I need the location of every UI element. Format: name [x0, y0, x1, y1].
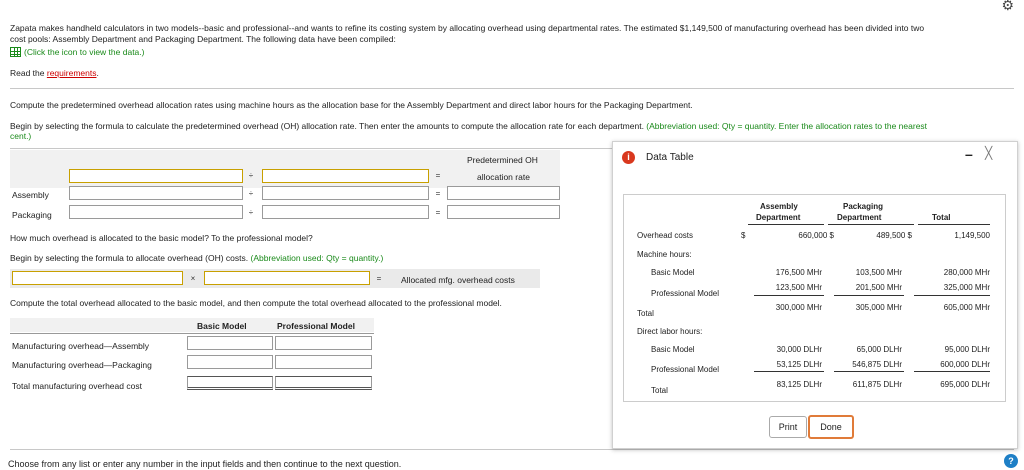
equals-operator: =: [435, 171, 441, 180]
packaging-rate-input[interactable]: [447, 205, 560, 219]
mh-total-label: Total: [637, 309, 654, 318]
dl-basic-total: 95,000 DLHr: [944, 345, 990, 354]
q2-question: How much overhead is allocated to the basic model? To the professional model?: [10, 233, 313, 243]
equals-operator: =: [376, 274, 382, 283]
header-packaging-1: Packaging: [843, 202, 884, 211]
mh-basic-packaging: 103,500 MHr: [855, 268, 902, 277]
dl-prof-assembly: 53,125 DLHr: [776, 360, 822, 369]
print-button[interactable]: Print: [769, 416, 807, 438]
mh-basic-label: Basic Model: [651, 268, 695, 277]
row-total-mfg-oh: Total manufacturing overhead cost: [12, 381, 142, 391]
dl-prof-total: 600,000 DLHr: [940, 360, 990, 369]
mh-basic-assembly: 176,500 MHr: [775, 268, 822, 277]
subtotal-line: [754, 295, 824, 296]
mh-prof-packaging: 201,500 MHr: [855, 283, 902, 292]
col-professional-model: Professional Model: [277, 321, 355, 331]
header-total: Total: [932, 213, 951, 222]
mh-basic-total: 280,000 MHr: [943, 268, 990, 277]
result-header-1: Predetermined OH: [467, 155, 538, 165]
col-basic-model: Basic Model: [197, 321, 247, 331]
dl-prof-packaging: 546,875 DLHr: [852, 360, 902, 369]
row-mfg-oh-packaging: Manufacturing overhead—Packaging: [12, 360, 152, 370]
dl-total-packaging: 611,875 DLHr: [852, 380, 902, 389]
overhead-total: 1,149,500: [954, 231, 990, 240]
subtotal-line: [834, 371, 904, 372]
divider: [10, 449, 1014, 450]
assembly-numerator-input[interactable]: [69, 186, 243, 200]
professional-assembly-input[interactable]: [275, 336, 372, 350]
data-table: [623, 194, 1006, 402]
data-link[interactable]: (Click the icon to view the data.): [24, 47, 145, 57]
dl-total-total: 695,000 DLHr: [940, 380, 990, 389]
subtotal-line: [914, 371, 990, 372]
q1-begin-text: Begin by selecting the formula to calculate the predetermined overhead (OH) allocation rate. Then enter the amounts to compute the allocation rate for each department.: [10, 121, 647, 131]
equals-operator: =: [435, 208, 441, 217]
data-table-modal: [612, 141, 1018, 449]
q2-begin-abbrev: (Abbreviation used: Qty = quantity.): [250, 253, 384, 263]
formula-denominator-select[interactable]: [262, 169, 429, 183]
problem-intro: [10, 23, 1015, 45]
packaging-numerator-input[interactable]: [69, 205, 243, 219]
table-icon[interactable]: [10, 47, 21, 57]
subtotal-line: [754, 371, 824, 372]
read-prefix: Read the: [10, 68, 47, 78]
mh-prof-assembly: 123,500 MHr: [775, 283, 822, 292]
q1-instruction: Compute the predetermined overhead allocation rates using machine hours as the allocation base for the Assembly Department and direct labor hours for the Packaging Department.: [10, 100, 693, 110]
labor-hours-label: Direct labor hours:: [637, 327, 703, 336]
row-label-assembly: Assembly: [12, 190, 49, 200]
mh-prof-total: 325,000 MHr: [943, 283, 990, 292]
requirements-link[interactable]: requirements: [46, 68, 97, 78]
q2-begin-text: Begin by selecting the formula to allocate overhead (OH) costs.: [10, 253, 251, 263]
basic-packaging-input[interactable]: [187, 355, 273, 369]
dl-prof-label: Professional Model: [651, 365, 720, 374]
header-assembly-2: Department: [756, 213, 801, 222]
q1-begin: [10, 121, 1015, 141]
subtotal-line: [914, 295, 990, 296]
header-packaging-2: Department: [837, 213, 882, 222]
mh-total-total: 605,000 MHr: [943, 303, 990, 312]
header-underline: [918, 224, 990, 225]
dl-basic-packaging: 65,000 DLHr: [856, 345, 902, 354]
row-mfg-oh-assembly: Manufacturing overhead—Assembly: [12, 341, 150, 351]
divide-operator: ÷: [248, 171, 254, 180]
header-underline: [828, 224, 914, 225]
basic-total-input[interactable]: [187, 376, 273, 390]
assembly-denominator-input[interactable]: [262, 186, 429, 200]
mh-total-packaging: 305,000 MHr: [855, 303, 902, 312]
divider: [10, 333, 374, 334]
header-assembly-1: Assembly: [760, 202, 798, 211]
info-icon: i: [622, 151, 635, 164]
read-requirements: [10, 68, 99, 78]
q3-instruction: Compute the total overhead allocated to the basic model, and then compute the total overhead allocated to the professional model.: [10, 298, 502, 308]
done-button[interactable]: Done: [808, 415, 854, 439]
assembly-rate-input[interactable]: [447, 186, 560, 200]
formula-numerator-select[interactable]: [69, 169, 243, 183]
allocated-costs-label: Allocated mfg. overhead costs: [401, 275, 515, 285]
overhead-packaging: 489,500 $: [876, 231, 912, 240]
help-icon[interactable]: ?: [1004, 454, 1018, 468]
overhead-dollar: $: [741, 231, 746, 240]
divide-operator: ÷: [248, 208, 254, 217]
packaging-denominator-input[interactable]: [262, 205, 429, 219]
divider: [10, 88, 1014, 89]
footer-instruction: Choose from any list or enter any number in the input fields and then continue to the next question.: [8, 459, 402, 469]
intro-line-2: cost pools: Assembly Department and Packaging Department. The following data have been compiled:: [10, 34, 396, 44]
dl-basic-label: Basic Model: [651, 345, 695, 354]
modal-title: Data Table: [646, 152, 694, 163]
mh-total-assembly: 300,000 MHr: [775, 303, 822, 312]
overhead-assembly: 660,000 $: [798, 231, 834, 240]
q1-begin-abbrev-2: cent.): [10, 131, 32, 141]
divide-operator: ÷: [248, 189, 254, 198]
dl-basic-assembly: 30,000 DLHr: [776, 345, 822, 354]
mh-prof-label: Professional Model: [651, 289, 720, 298]
machine-hours-label: Machine hours:: [637, 250, 692, 259]
professional-total-input[interactable]: [275, 376, 372, 390]
basic-assembly-input[interactable]: [187, 336, 273, 350]
subtotal-line: [834, 295, 904, 296]
result-header-2: allocation rate: [477, 172, 530, 182]
intro-line-1: Zapata makes handheld calculators in two models--basic and professional--and wants to refine its costing system by allocating overhead using departmental rates. The estimated $1,149,500 of manufacturing overhead has been divided into two: [10, 23, 925, 33]
q1-begin-abbrev: (Abbreviation used: Qty = quantity. Enter the allocation rates to the nearest: [646, 121, 928, 131]
allocation-factor-2-select[interactable]: [204, 271, 370, 285]
multiply-operator: ×: [190, 274, 196, 283]
header-underline: [748, 224, 824, 225]
q2-begin: [10, 253, 383, 263]
equals-operator: =: [435, 189, 441, 198]
professional-packaging-input[interactable]: [275, 355, 372, 369]
row-label-packaging: Packaging: [12, 210, 52, 220]
close-icon[interactable]: ╳: [985, 146, 993, 160]
allocation-factor-1-select[interactable]: [12, 271, 183, 285]
read-suffix: .: [96, 68, 99, 78]
minimize-icon[interactable]: –: [965, 146, 973, 162]
overhead-costs-label: Overhead costs: [637, 231, 694, 240]
settings-gear-icon[interactable]: ⚙: [1001, 0, 1014, 13]
data-link-row[interactable]: [10, 47, 144, 57]
dl-total-label: Total: [651, 386, 668, 395]
dl-total-assembly: 83,125 DLHr: [776, 380, 822, 389]
